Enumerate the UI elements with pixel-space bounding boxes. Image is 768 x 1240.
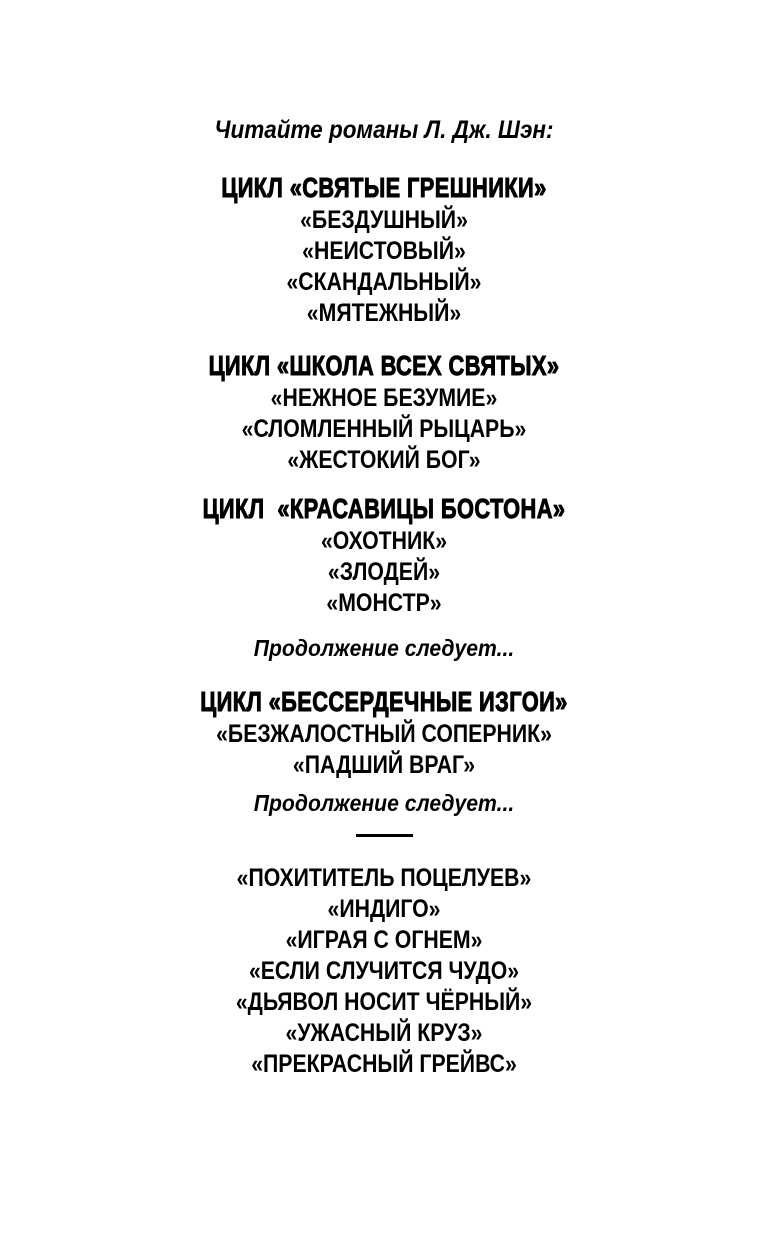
series-section-all-saints-high (0, 349, 768, 476)
standalone-books-section (0, 863, 768, 1080)
book-title: «ПОХИТИТЕЛЬ ПОЦЕЛУЕВ» (236, 864, 532, 892)
book-title: «МЯТЕЖНЫЙ» (306, 299, 462, 327)
section-divider (356, 834, 413, 837)
book-title: «ЕСЛИ СЛУЧИТСЯ ЧУДО» (248, 957, 520, 985)
book-title: «НЕЖНОЕ БЕЗУМИЕ» (270, 384, 498, 412)
book-title: «ПАДШИЙ ВРАГ» (292, 751, 476, 779)
book-title: «БЕЗДУШНЫЙ» (300, 206, 468, 234)
book-title: «ИГРАЯ С ОГНЕМ» (285, 926, 483, 954)
series-note: Продолжение следует... (253, 635, 515, 661)
series-title: ЦИКЛ «КРАСАВИЦЫ БОСТОНА» (202, 493, 566, 524)
series-title: ЦИКЛ «ШКОЛА ВСЕХ СВЯТЫХ» (208, 350, 560, 381)
book-title: «УЖАСНЫЙ КРУЗ» (285, 1019, 483, 1047)
book-title: «ПРЕКРАСНЫЙ ГРЕЙВС» (251, 1050, 517, 1078)
book-title: «ЖЕСТОКИЙ БОГ» (287, 446, 481, 474)
book-title: «ЗЛОДЕЙ» (327, 558, 441, 586)
book-title: «ДЬЯВОЛ НОСИТ ЧЁРНЫЙ» (235, 988, 533, 1016)
book-title: «НЕИСТОВЫЙ» (302, 237, 466, 265)
series-note: Продолжение следует... (253, 790, 515, 816)
page-lead-in: Читайте романы Л. Дж. Шэн: (214, 116, 554, 144)
series-section-cruel-castaways (0, 685, 768, 819)
book-title: «СЛОМЛЕННЫЙ РЫЦАРЬ» (241, 415, 527, 443)
series-section-boston-belles (0, 492, 768, 664)
book-title: «ИНДИГО» (327, 895, 441, 923)
book-title: «ОХОТНИК» (320, 527, 448, 555)
series-section-saint-sinners (0, 171, 768, 329)
book-title: «МОНСТР» (326, 589, 442, 617)
series-title: ЦИКЛ «СВЯТЫЕ ГРЕШНИКИ» (221, 172, 547, 203)
series-title: ЦИКЛ «БЕССЕРДЕЧНЫЕ ИЗГОИ» (200, 686, 568, 717)
book-title: «СКАНДАЛЬНЫЙ» (286, 268, 482, 296)
book-title: «БЕЗЖАЛОСТНЫЙ СОПЕРНИК» (216, 720, 552, 748)
